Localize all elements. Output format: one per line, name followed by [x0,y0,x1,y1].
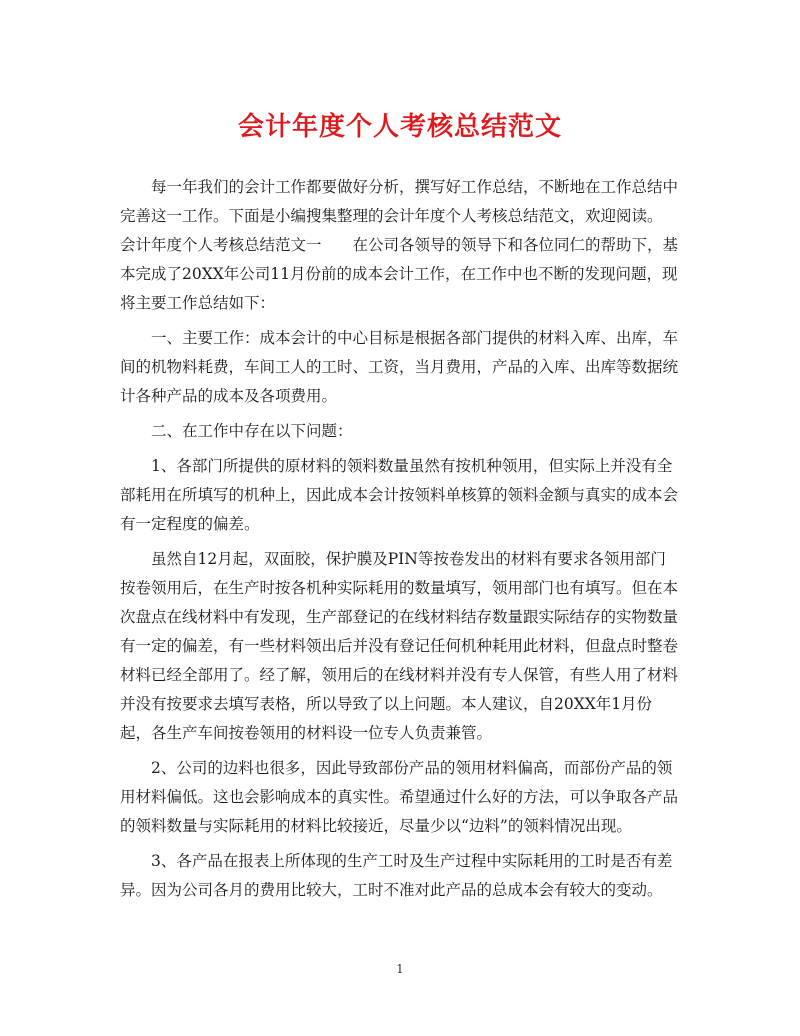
problem-2-paragraph: 2、公司的边料也很多，因此导致部份产品的领用材料偏高，而部份产品的领用材料偏低。这也会影响成本的真实性。希望通过什么好的方法，可以争取各产品的领料数量与实际耗用的材料比较接近，尽量少以“边料”的领料情况出现。 [120,759,679,835]
problems-heading: 二、在工作中存在以下问题： [151,422,353,440]
problem-1-detail-paragraph: 虽然自12月起，双面胶，保护膜及PIN等按卷发出的材料有要求各领用部门按卷领用后，在生产时按各机种实际耗用的数量填写，领用部门也有填写。但在本次盘点在线材料中有发现，生产部登记的在线材料结存数量跟实际结存的实物数量有一定的偏差，有一些材料领出后并没有登记任何机种耗用此材料，但盘点时整卷材料已经全部用了。经了解，领用后的在线材料并没有专人保管，有些人用了材料并没有按要求去填写表格，所以导致了以上问题。本人建议，自20XX年1月份起，各生产车间按卷领用的材料设一位专人负责兼管。 [120,550,679,742]
page-number: 1 [396,962,404,976]
main-work-paragraph: 一、主要工作：成本会计的中心目标是根据各部门提供的材料入库、出库，车间的机物料耗费，车间工人的工时、工资，当月费用，产品的入库、出库等数据统计各种产品的成本及各项费用。 [120,329,679,405]
document-body [120,173,680,905]
document-title: 会计年度个人考核总结范文 [237,112,562,142]
intro-paragraph: 每一年我们的会计工作都要做好分析，撰写好工作总结，不断地在工作总结中完善这一工作。下面是小编搜集整理的会计年度个人考核总结范文，欢迎阅读。 [120,178,679,225]
problem-1-paragraph: 1、各部门所提供的原材料的领料数量虽然有按机种领用，但实际上并没有全部耗用在所填写的机种上，因此成本会计按领料单核算的领料金额与真实的成本会有一定程度的偏差。 [120,457,679,533]
problem-3-paragraph: 3、各产品在报表上所体现的生产工时及生产过程中实际耗用的工时是否有差异。因为公司各月的费用比较大，工时不准对此产品的总成本会有较大的变动。 [120,852,673,899]
section-heading-paragraph: 会计年度个人考核总结范文一 在公司各领导的领导下和各位同仁的帮助下，基本完成了20XX年公司11月份前的成本会计工作，在工作中也不断的发现问题，现将主要工作总结如下： [120,236,679,312]
